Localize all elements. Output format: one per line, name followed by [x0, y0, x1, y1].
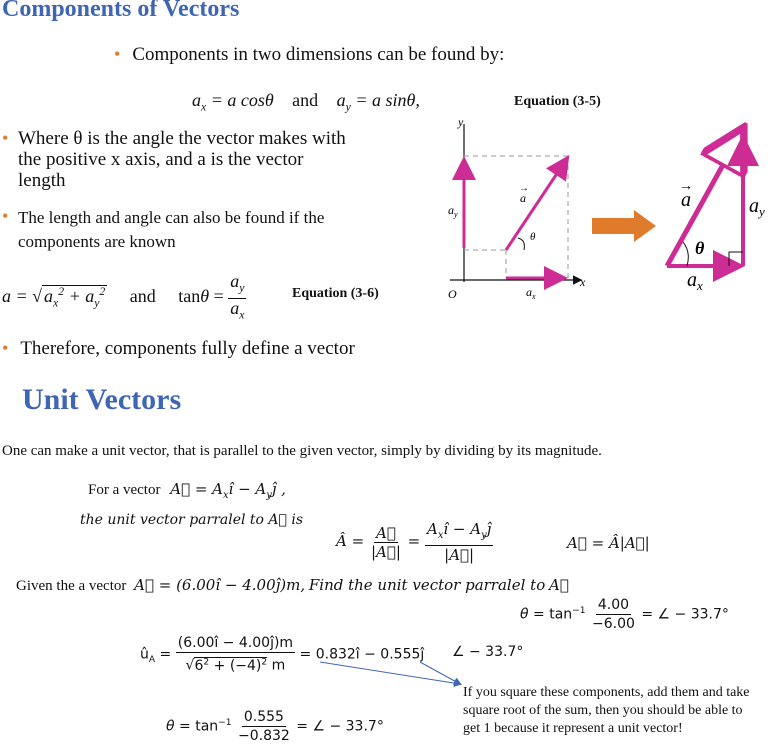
for-vector-text: For a vector: [88, 482, 161, 498]
bullet-therefore-text: Therefore, components fully define a vector: [20, 338, 355, 359]
equation-3-6: a = √ $a_x^2 + a_y^2$ and tanθ = $\frac{a_y}{a_x}$: [2, 271, 245, 322]
right-angle-mark: [729, 252, 743, 266]
origin-label: O: [448, 287, 457, 301]
pointer-arrows: [300, 656, 470, 696]
theta-formula-1: $\theta = \tan^{-1}$ $\frac{4.00}{-6.00}$ = ∠ − 33.7°: [520, 597, 729, 632]
angle-arc: [518, 238, 524, 250]
vector-a-label-bold: a: [681, 189, 691, 211]
given-vector-line: Given the a vector A⃗ = (6.00î − 4.00ĵ)m, Find the unit vector parralel to A⃗: [16, 576, 569, 594]
intro-text: Components in two dimensions can be found by:: [132, 44, 505, 65]
vector-a-overarrow: →: [519, 183, 529, 194]
for-vector-line: For a vector A⃗ = $A_xî$ − $A_yĵ$ ,: [88, 480, 286, 501]
eq36-and: and: [129, 286, 156, 307]
bullet-theta: • Where θ is the angle the vector makes with the positive x axis, and a is the vector length: [2, 128, 382, 191]
transform-arrow: [590, 208, 660, 244]
equation-3-5-label: Equation (3-5): [514, 94, 601, 109]
comp-y-label: $a_y$: [448, 203, 458, 219]
comp-y-label-bold: $a_y$: [749, 195, 765, 219]
vector-triangle-diagram: [655, 120, 771, 300]
unit-vector-formula: Â = $\frac{A⃗}{|A⃗|}$ = $\frac{A_xî - A_yĵ}{|A⃗|}$: [336, 520, 492, 564]
unit-parallel-line: the unit vector parralel to A⃗ is: [80, 512, 304, 528]
axis-x-label: x: [580, 275, 586, 289]
vector-a-label: a: [520, 191, 526, 205]
angle-label-bold: θ: [695, 238, 705, 258]
unit-vector-intro: One can make a unit vector, that is parallel to the given vector, simply by dividing by its magnitude.: [2, 443, 602, 459]
equation-3-6-label: Equation (3-6): [292, 286, 379, 301]
bullet-therefore: • Therefore, components fully define a vector: [2, 338, 355, 359]
axis-y-label: y: [458, 115, 464, 129]
section-title-components: Components of Vectors: [2, 0, 240, 22]
vector-from-unit-formula: A⃗ = Â|A⃗|: [567, 534, 650, 552]
bullet-marker: •: [114, 44, 121, 64]
bullet-theta-text: Where θ is the angle the vector makes with the positive x axis, and a is the vector length: [18, 128, 346, 191]
unit-vector-uA: $û_A$ = $\frac{(6.00î - 4.00ĵ)m}{√6^2 + (-4)^2 m}$ = 0.832î − 0.555ĵ: [140, 635, 425, 674]
vector-a: [506, 160, 566, 250]
vector-components-diagram: [430, 110, 600, 310]
bullet-length: • The length and angle can also be found if the components are known: [2, 206, 392, 254]
comp-x-label-bold: $a_x$: [687, 269, 703, 293]
vector-a-overarrow-bold: →: [679, 179, 693, 194]
angle-note: ∠ − 33.7°: [452, 644, 524, 660]
angle-arc-bold: [683, 242, 688, 266]
intro-line: [114, 44, 504, 65]
unit-vector-note: If you square these components, add them and take square root of the sum, then you should be able to get 1 because it represent a unit vector!: [463, 685, 750, 736]
equation-3-5: $a_x = a$ cosθ and $a_y = a$ sinθ,: [192, 90, 420, 114]
theta-formula-2: $\theta = \tan^{-1}$ $\frac{0.555}{-0.832}$ = ∠ − 33.7°: [166, 709, 384, 744]
bullet-length-text: The length and angle can also be found if the components are known: [18, 208, 325, 251]
eq35-and: and: [292, 90, 319, 110]
comp-x-label: $a_x$: [526, 285, 536, 301]
section-title-unit-vectors: Unit Vectors: [22, 383, 182, 416]
angle-label: θ: [530, 231, 536, 243]
